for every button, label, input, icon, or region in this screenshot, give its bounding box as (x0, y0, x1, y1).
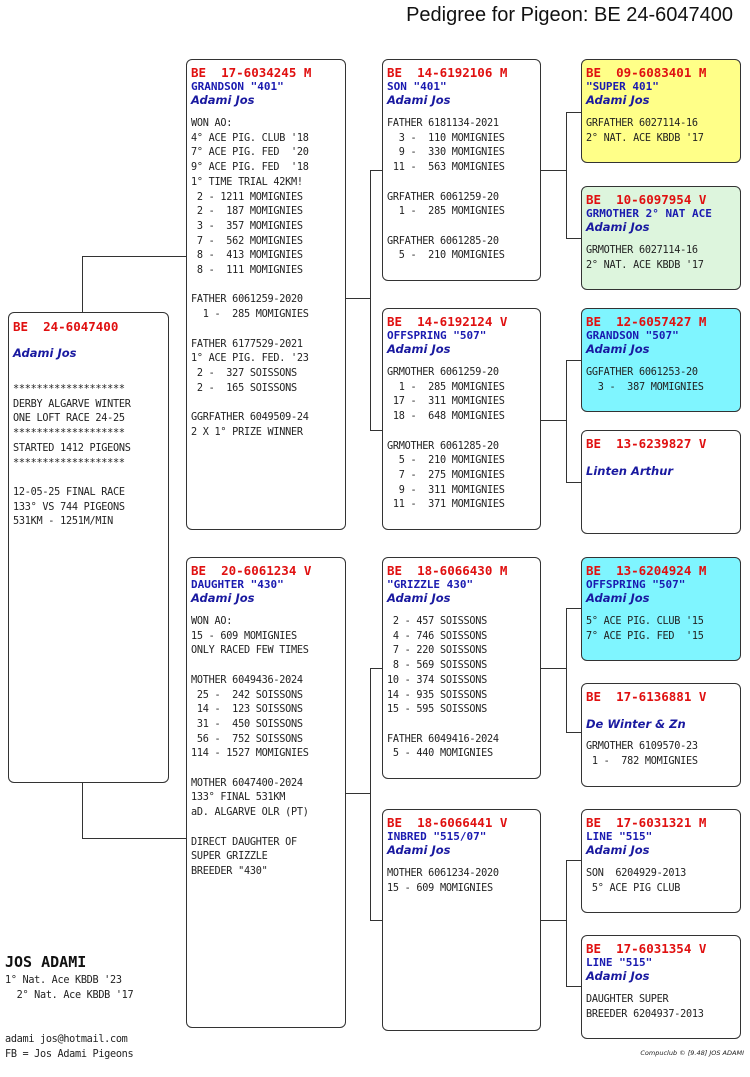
ddd-card[interactable] (581, 935, 741, 1039)
pigeon-notes: 2 - 457 SOISSONS 4 - 746 SOISSONS 7 - 220 SOISSONS 8 - 569 SOISSONS 10 - 374 SOISSONS 14 - 935 SOISSONS 15 - 595 SOISSONS FATHER 6049416-2024 5 - 440 MOMIGNIES (387, 616, 499, 760)
sire-sire-card[interactable] (382, 59, 541, 281)
connector (370, 170, 371, 430)
connector (566, 986, 581, 987)
pigeon-name: OFFSPRING "507" (387, 329, 487, 342)
pigeon-notes: SON 6204929-2013 5° ACE PIG CLUB (586, 868, 687, 894)
connector (566, 860, 567, 986)
pigeon-name: "GRIZZLE 430" (387, 578, 474, 591)
ring-number: BE 24-6047400 (13, 319, 119, 334)
owner-name: Adami Jos (387, 591, 451, 605)
sss-card[interactable] (581, 59, 741, 163)
breeder-email: adami jos@hotmail.com (5, 1034, 128, 1045)
ring-number: BE 12-6057427 M (586, 314, 707, 329)
pigeon-notes: 5° ACE PIG. CLUB '15 7° ACE PIG. FED '15 (586, 616, 704, 642)
pigeon-name: LINE "515" (586, 956, 653, 969)
owner-name: Adami Jos (387, 342, 451, 356)
connector (566, 112, 581, 113)
pigeon-notes: GGFATHER 6061253-20 3 - 387 MOMIGNIES (586, 367, 704, 393)
dam-card[interactable] (186, 557, 346, 1028)
connector (346, 793, 370, 794)
dds-card[interactable] (581, 809, 741, 913)
ring-number: BE 09-6083401 M (586, 65, 707, 80)
connector (370, 920, 382, 921)
ssd-card[interactable] (581, 186, 741, 290)
breeder-name: JOS ADAMI (5, 953, 87, 971)
pigeon-name: "SUPER 401" (586, 80, 659, 93)
software-credit: Compuclub © [9.48] JOS ADAMI (640, 1049, 744, 1057)
pigeon-notes: GRFATHER 6027114-16 2° NAT. ACE KBDB '17 (586, 118, 704, 144)
pigeon-name: INBRED "515/07" (387, 830, 487, 843)
dsd-card[interactable] (581, 683, 741, 787)
subject-card[interactable] (8, 312, 169, 783)
breeder-achievement: 1° Nat. Ace KBDB '23 (5, 975, 122, 986)
pigeon-notes: WON AO: 4° ACE PIG. CLUB '18 7° ACE PIG. FED '20 9° ACE PIG. FED '18 1° TIME TRIAL 42KM! 2 - 1211 MOMIGNIES 2 - 187 MOMIGNIES 3 - 357 MOMIGNIES 7 - 562 MOMIGNIES 8 - 413 MOMIGNIES 8 - 111 MOMIGNIES FATHER 6061259-2020 1 - 285 MOMIGNIES FATHER 6177529-2021 1° ACE PIG. FED. '23 2 - 327 SOISSONS 2 - 165 SOISSONS GGRFATHER 6049509-24 2 X 1° PRIZE WINNER (191, 118, 309, 438)
breeder-facebook: FB = Jos Adami Pigeons (5, 1049, 134, 1060)
connector (541, 920, 566, 921)
pigeon-notes: GRMOTHER 6061259-20 1 - 285 MOMIGNIES 17 - 311 MOMIGNIES 18 - 648 MOMIGNIES GRMOTHER 6061285-20 5 - 210 MOMIGNIES 7 - 275 MOMIGNIES 9 - 311 MOMIGNIES 11 - 371 MOMIGNIES (387, 367, 505, 511)
owner-name: Adami Jos (586, 591, 650, 605)
ring-number: BE 10-6097954 V (586, 192, 707, 207)
breeder-achievement: 2° Nat. Ace KBDB '17 (5, 990, 134, 1001)
connector (541, 668, 566, 669)
connector (370, 668, 382, 669)
pigeon-notes: DAUGHTER SUPER BREEDER 6204937-2013 (586, 994, 704, 1020)
connector (541, 170, 566, 171)
connector (82, 256, 186, 257)
connector (566, 112, 567, 238)
ring-number: BE 17-6031354 V (586, 941, 707, 956)
pigeon-notes: GRMOTHER 6109570-23 1 - 782 MOMIGNIES (586, 741, 698, 767)
pigeon-notes: WON AO: 15 - 609 MOMIGNIES ONLY RACED FEW TIMES MOTHER 6049436-2024 25 - 242 SOISSONS 14 - 123 SOISSONS 31 - 450 SOISSONS 56 - 752 SOISSONS 114 - 1527 MOMIGNIES MOTHER 6047400-2024 133° FINAL 531KM aD. ALGARVE OLR (PT) DIRECT DAUGHTER OF SUPER GRIZZLE BREEDER "430" (191, 616, 309, 877)
connector (370, 170, 382, 171)
ring-number: BE 18-6066441 V (387, 815, 508, 830)
ring-number: BE 17-6136881 V (586, 689, 707, 704)
owner-name: Adami Jos (586, 220, 650, 234)
ring-number: BE 17-6034245 M (191, 65, 312, 80)
pigeon-name: DAUGHTER "430" (191, 578, 284, 591)
owner-name: Adami Jos (13, 346, 77, 360)
pigeon-name: GRANDSON "401" (191, 80, 284, 93)
owner-name: Adami Jos (191, 591, 255, 605)
pigeon-notes: GRMOTHER 6027114-16 2° NAT. ACE KBDB '17 (586, 245, 704, 271)
pigeon-notes: ******************* DERBY ALGARVE WINTER ONE LOFT RACE 24-25 ******************* STARTED 1412 PIGEONS ******************* 12-05-25 FINAL RACE 133° VS 744 PIGEONS 531KM - 1251M/MIN (13, 384, 131, 528)
connector (82, 782, 83, 838)
owner-name: Adami Jos (586, 843, 650, 857)
connector (82, 256, 83, 313)
pigeon-name: SON "401" (387, 80, 447, 93)
sds-card[interactable] (581, 308, 741, 412)
connector (82, 838, 186, 839)
owner-name: Adami Jos (586, 93, 650, 107)
sire-dam-card[interactable] (382, 308, 541, 530)
connector (566, 860, 581, 861)
ring-number: BE 17-6031321 M (586, 815, 707, 830)
dss-card[interactable] (581, 557, 741, 661)
pigeon-name: GRMOTHER 2° NAT ACE (586, 207, 712, 220)
pigeon-notes: MOTHER 6061234-2020 15 - 609 MOMIGNIES (387, 868, 499, 894)
ring-number: BE 13-6204924 M (586, 563, 707, 578)
pigeon-name: OFFSPRING "507" (586, 578, 686, 591)
connector (566, 732, 581, 733)
connector (370, 668, 371, 920)
connector (566, 360, 567, 482)
owner-name: Adami Jos (387, 843, 451, 857)
ring-number: BE 18-6066430 M (387, 563, 508, 578)
owner-name: Adami Jos (586, 969, 650, 983)
owner-name: Linten Arthur (586, 464, 674, 478)
connector (566, 608, 581, 609)
dam-dam-card[interactable] (382, 809, 541, 1031)
ring-number: BE 20-6061234 V (191, 563, 312, 578)
connector (566, 482, 581, 483)
ring-number: BE 14-6192106 M (387, 65, 508, 80)
ring-number: BE 13-6239827 V (586, 436, 707, 451)
connector (346, 298, 370, 299)
sire-card[interactable] (186, 59, 346, 530)
dam-sire-card[interactable] (382, 557, 541, 779)
pigeon-name: GRANDSON "507" (586, 329, 679, 342)
pigeon-name: LINE "515" (586, 830, 653, 843)
owner-name: De Winter & Zn (586, 717, 686, 731)
owner-name: Adami Jos (586, 342, 650, 356)
pigeon-notes: FATHER 6181134-2021 3 - 110 MOMIGNIES 9 - 330 MOMIGNIES 11 - 563 MOMIGNIES GRFATHER 6061259-20 1 - 285 MOMIGNIES GRFATHER 6061285-20 5 - 210 MOMIGNIES (387, 118, 505, 262)
owner-name: Adami Jos (191, 93, 255, 107)
page-title: Pedigree for Pigeon: BE 24-6047400 (406, 4, 733, 26)
connector (566, 360, 581, 361)
ring-number: BE 14-6192124 V (387, 314, 508, 329)
connector (541, 420, 566, 421)
sdd-card[interactable] (581, 430, 741, 534)
connector (566, 238, 581, 239)
owner-name: Adami Jos (387, 93, 451, 107)
connector (566, 608, 567, 732)
connector (370, 430, 382, 431)
